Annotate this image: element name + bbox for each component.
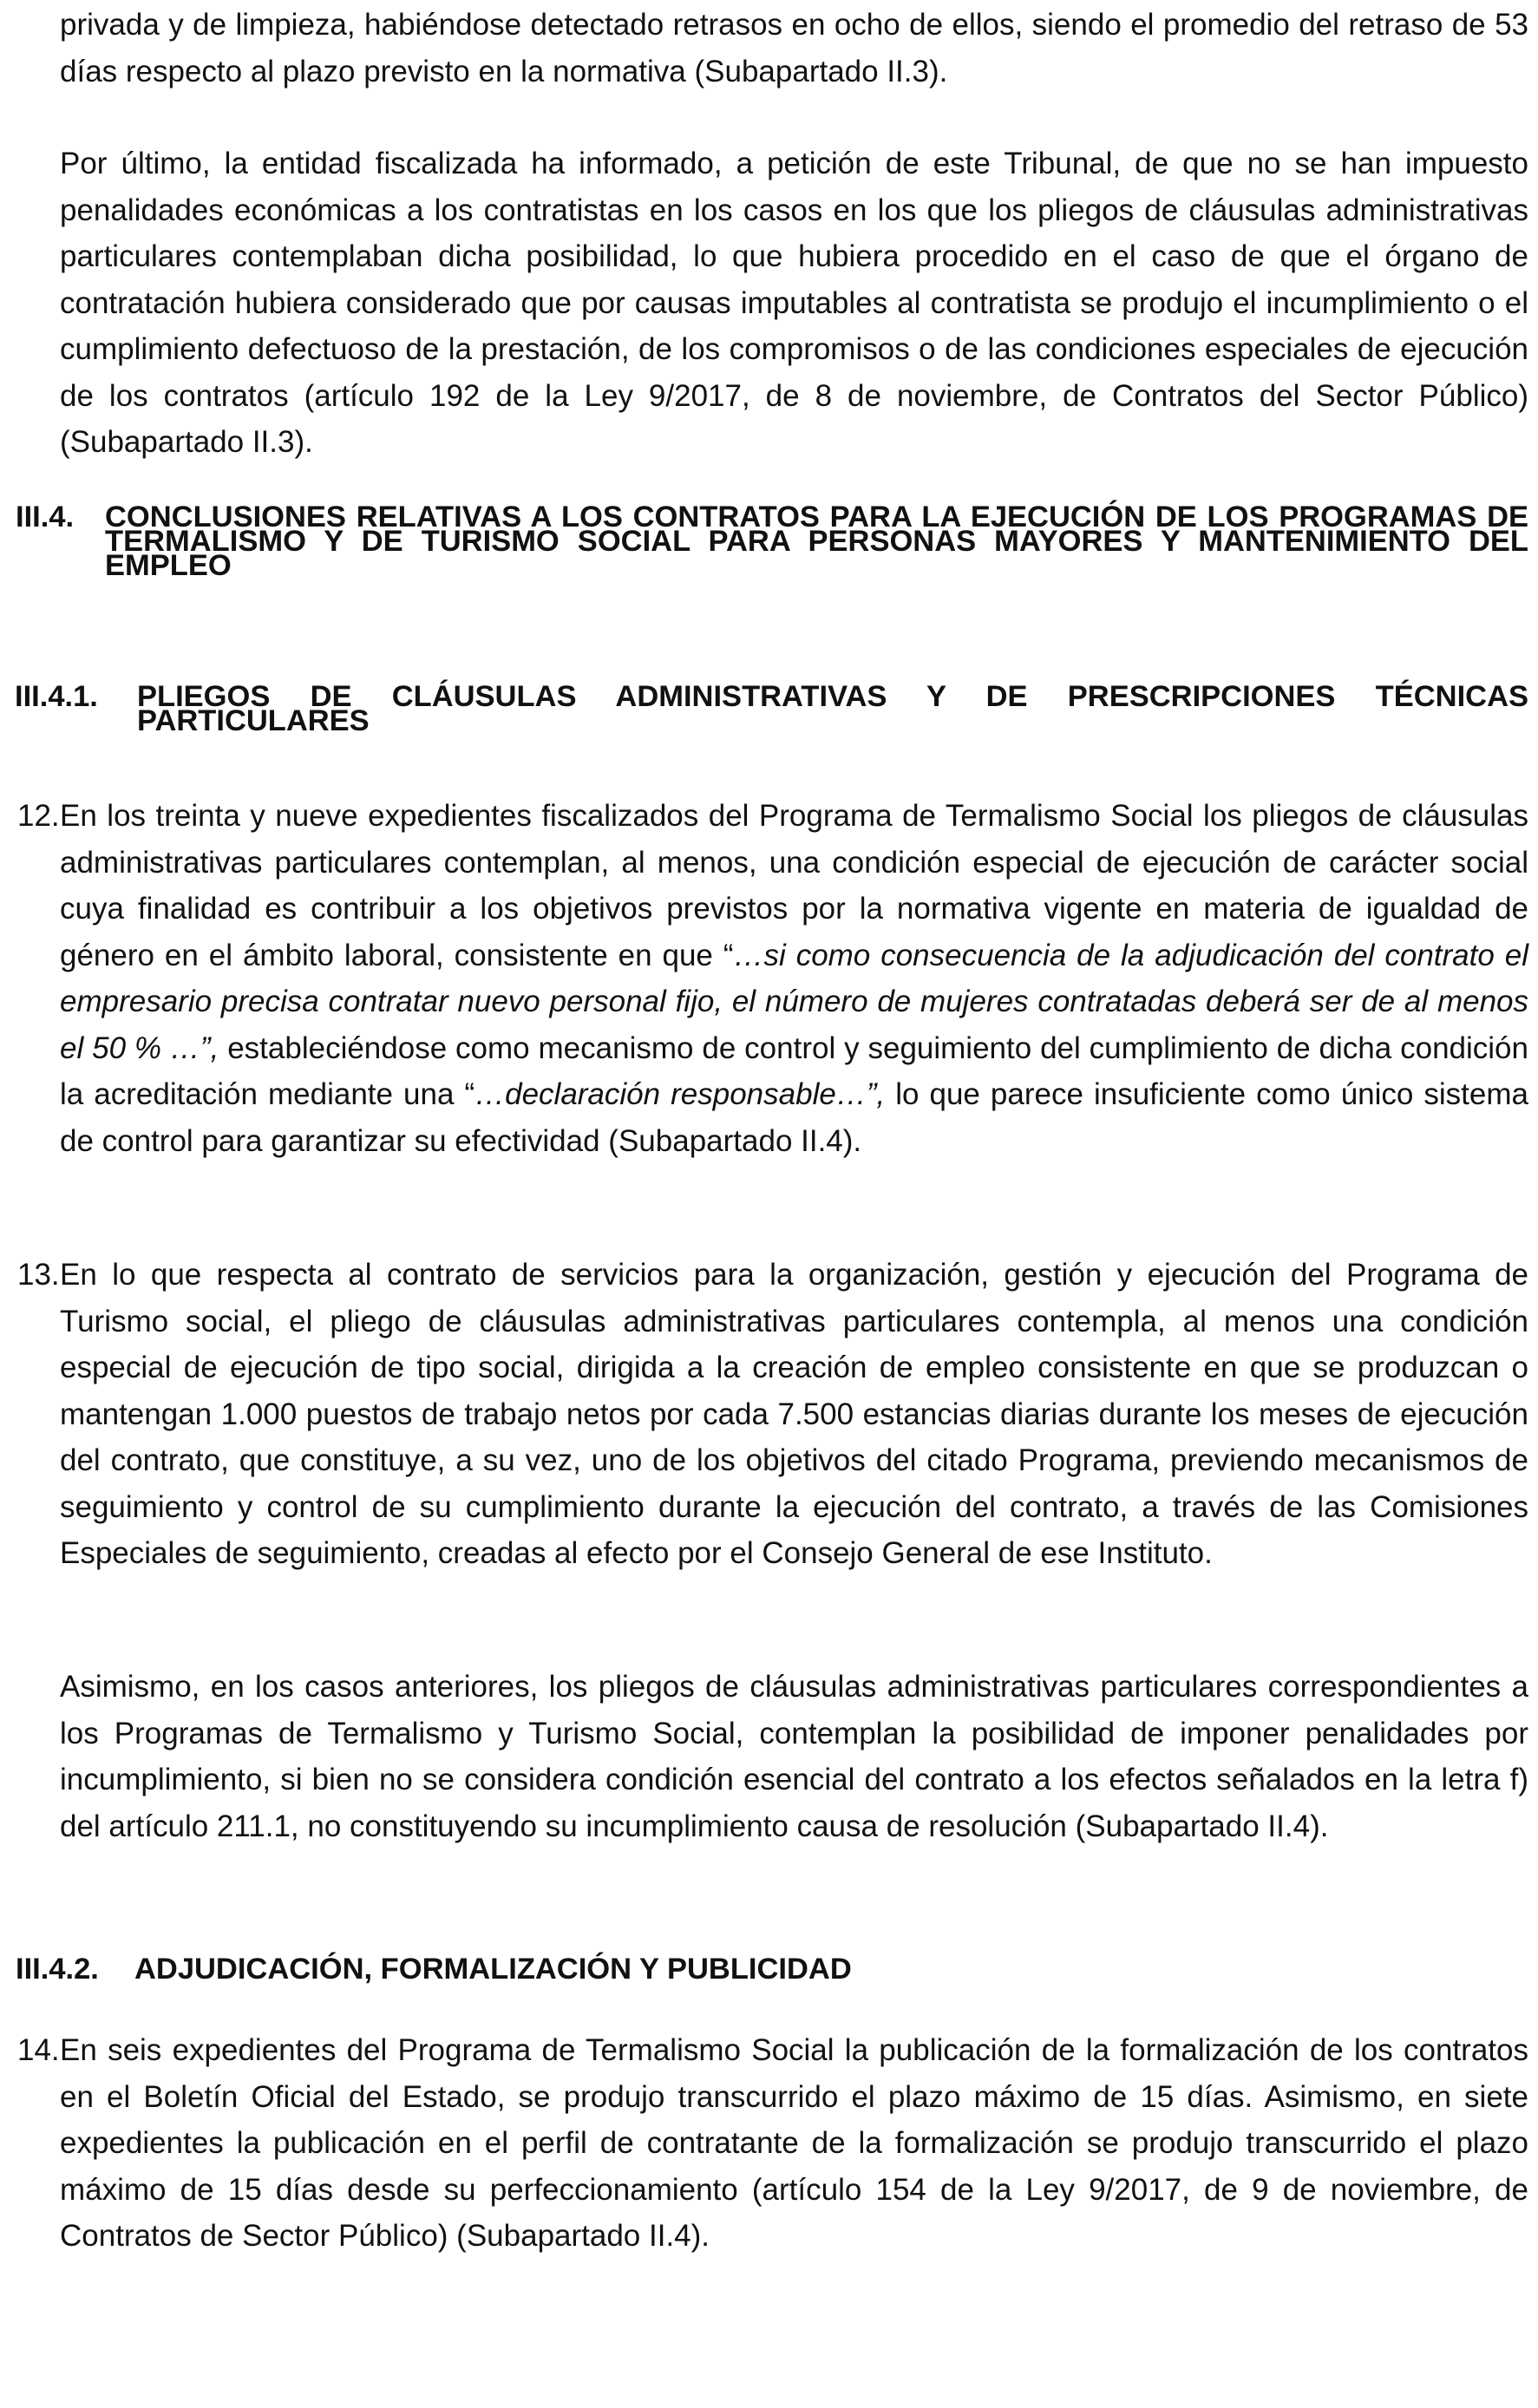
intro-paragraph-1: privada y de limpieza, habiéndose detectado retrasos en ocho de ellos, siendo el promedio del retraso de 53 días respecto al plazo previsto en la normativa (Subapartado II.3). [60, 8, 1528, 88]
section-title: ADJUDICACIÓN, FORMALIZACIÓN Y PUBLICIDAD [134, 1953, 852, 1986]
section-number: III.4.2. [16, 1953, 99, 1986]
item-body: En los treinta y nueve expedientes fiscalizados del Programa de Termalismo Social los pliegos de cláusulas administrativas particulares contemplan, al menos, una condición especial de ejecución de carácter social cuya finalidad es contribuir a los objetivos previstos por la normativa vigente en materia de igualdad de género en el ámbito laboral, consistente en que “…si como consecuencia de la adjudicación del contrato el empresario precisa contratar nuevo personal fijo, el número de mujeres contratadas deberá ser de al menos el 50 % …”, estableciéndose como mecanismo de control y seguimiento del cumplimiento de dicha condición la acreditación mediante una “…declaración responsable…”, lo que parece insuficiente como único sistema de control para garantizar su efectividad (Subapartado II.4). [60, 799, 1528, 1158]
item-body: En lo que respecta al contrato de servicios para la organización, gestión y ejecución del Programa de Turismo social, el pliego de cláusulas administrativas particulares contempla, al menos una condición especial de ejecución de tipo social, dirigida a la creación de empleo consistente en que se produzcan o mantengan 1.000 puestos de trabajo netos por cada 7.500 estancias diarias durante los meses de ejecución del contrato, que constituye, a su vez, uno de los objetivos del citado Programa, previendo mecanismos de seguimiento y control de su cumplimiento durante la ejecución del contrato, a través de las Comisiones Especiales de seguimiento, creadas al efecto por el Consejo General de ese Instituto. [60, 1258, 1528, 1570]
intro-paragraph-2: Por último, la entidad fiscalizada ha informado, a petición de este Tribunal, de que no se han impuesto penalidades económicas a los contratistas en los casos en los que los pliegos de cláusulas administrativas particulares contemplaban dicha posibilidad, lo que hubiera procedido en el caso de que el órgano de contratación hubiera considerado que por causas imputables al contratista se produjo el incumplimiento o el cumplimiento defectuoso de la prestación, de los compromisos o de las condiciones especiales de ejecución de los contratos (artículo 192 de la Ley 9/2017, de 8 de noviembre, de Contratos del Sector Público) (Subapartado II.3). [60, 147, 1528, 459]
section-number: III.4. [16, 501, 75, 533]
section-number: III.4.1. [15, 680, 98, 713]
conclusion-item-13 [17, 1252, 1528, 1577]
item-number: 14. [17, 2033, 60, 2067]
section-title: PLIEGOS DE CLÁUSULAS ADMINISTRATIVAS Y DE PRESCRIPCIONES TÉCNICAS PARTICULARES [137, 680, 1528, 737]
section-heading-III-4 [16, 501, 1528, 582]
quoted-clause: …si como consecuencia de la adjudicación del contrato el empresario precisa contratar nuevo personal fijo, el número de mujeres contratadas deberá ser de al menos el 50 % …”, [60, 938, 1528, 1065]
conclusion-item-12 [17, 793, 1528, 1164]
section-title: CONCLUSIONES RELATIVAS A LOS CONTRATOS PARA LA EJECUCIÓN DE LOS PROGRAMAS DE TERMALISMO Y DE TURISMO SOCIAL PARA PERSONAS MAYORES Y MANTENIMIENTO DEL EMPLEO [105, 501, 1528, 582]
item-body: En seis expedientes del Programa de Termalismo Social la publicación de la formalización de los contratos en el Boletín Oficial del Estado, se produjo transcurrido el plazo máximo de 15 días. Asimismo, en siete expedientes la publicación en el perfil de contratante de la formalización se produjo transcurrido el plazo máximo de 15 días desde su perfeccionamiento (artículo 154 de la Ley 9/2017, de 9 de noviembre, de Contratos de Sector Público) (Subapartado II.4). [60, 2033, 1528, 2253]
section-heading-III-4-1 [15, 680, 1528, 737]
conclusion-item-14 [17, 2027, 1528, 2260]
item-number: 12. [17, 799, 60, 833]
item-13-continuation: Asimismo, en los casos anteriores, los pliegos de cláusulas administrativas particulares correspondientes a los Programas de Termalismo y Turismo Social, contemplan la posibilidad de imponer penalidades por incumplimiento, si bien no se considera condición esencial del contrato a los efectos señalados en la letra f) del artículo 211.1, no constituyendo su incumplimiento causa de resolución (Subapartado II.4). [60, 1670, 1528, 1843]
quoted-declaration: …declaración responsable…”, [474, 1077, 886, 1111]
section-heading-III-4-2 [16, 1953, 1528, 1986]
item-number: 13. [17, 1258, 60, 1292]
